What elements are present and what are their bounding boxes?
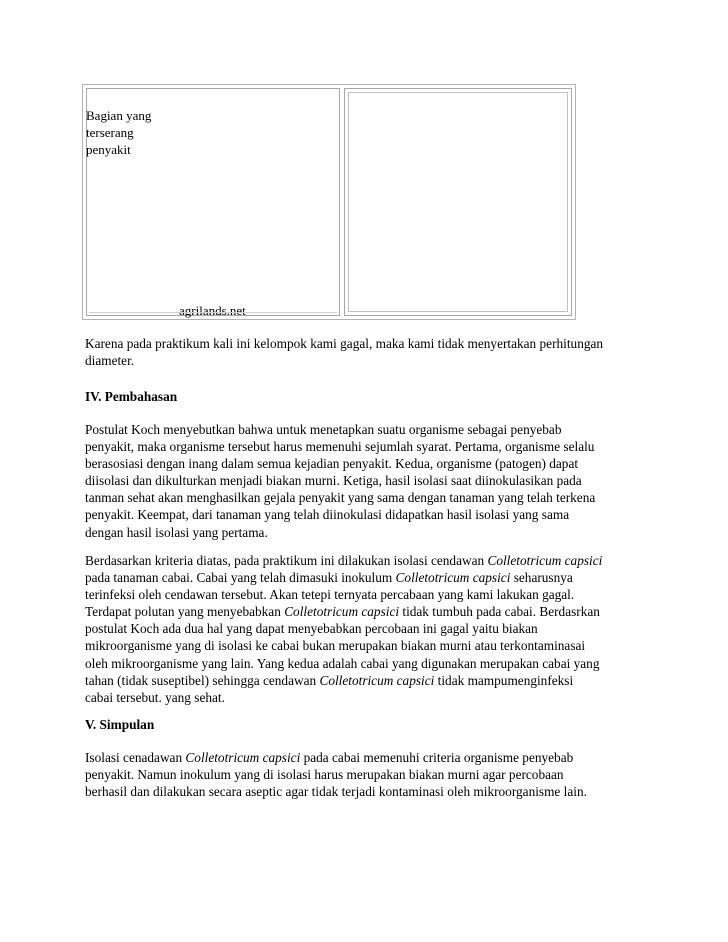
cell-label-line: Bagian yang	[86, 108, 152, 123]
text-run: Berdasarkan kriteria diatas, pada praktikum ini dilakukan isolasi cendawan	[85, 553, 488, 568]
text-run: pada tanaman cabai. Cabai yang telah dimasuki inokulum	[85, 570, 396, 586]
text-line: cabai tersebut. yang sehat.	[85, 689, 225, 705]
text-line: diisolasi dan dikulturkan menjadi biakan murni. Ketiga, hasil isolasi saat diinokulasikan pada	[85, 473, 582, 489]
species-name: Colletotricum capsici	[185, 750, 301, 765]
text-run: pada cabai memenuhi criteria organisme penyebab	[300, 750, 574, 765]
figure-table	[82, 84, 576, 320]
text-run: seharusnya	[510, 570, 573, 586]
figure-cell-right	[344, 88, 572, 316]
species-name: Colletotricum capsici	[284, 604, 400, 620]
text-line: mikroorganisme yang di isolasi ke cabai bukan merupakan biakan murni atau terkontaminasai	[85, 638, 586, 654]
watermark-text: agrilands.net	[179, 303, 246, 318]
text-line: penyakit. Namun inokulum yang di isolasi harus merupakan biakan murni agar percobaan	[85, 767, 564, 783]
cell-label	[86, 107, 186, 158]
text-line: Karena pada praktikum kali ini kelompok kami gagal, maka kami tidak menyertakan perhitungan	[85, 336, 604, 351]
intro-paragraph	[85, 335, 655, 369]
section-v-paragraph	[85, 749, 655, 800]
text-line	[85, 569, 655, 586]
text-line: penyakit, maka organisme tersebut harus memenuhi sejumlah syarat. Pertama, organisme selalu	[85, 439, 595, 455]
text-run: tidak mampumenginfeksi	[434, 672, 574, 688]
text-line: postulat Koch ada dua hal yang dapat menyebabkan percobaan ini gagal yaitu biakan	[85, 621, 538, 637]
figure-cell-left	[86, 88, 340, 316]
image-placeholder	[348, 92, 568, 312]
text-run: tidak tumbuh pada cabai. Berdasrkan	[399, 604, 600, 620]
cell-divider	[89, 312, 337, 313]
species-name: Colletotricum capsici	[319, 672, 435, 688]
text-run: Terdapat polutan yang menyebabkan	[85, 604, 285, 620]
text-line	[85, 603, 655, 620]
species-name: Colletotricum capsici	[395, 570, 511, 586]
text-line: berhasil dan dilakukan secara aseptic agar tidak terjadi kontaminasi oleh mikroorganisme lain.	[85, 784, 587, 800]
text-line	[85, 749, 655, 766]
text-line	[85, 552, 655, 569]
text-line: tanman sehat akan menghasilkan gejala penyakit yang sama dengan tanaman yang telah terkena	[85, 490, 596, 506]
text-line: oleh mikroorganisme yang lain. Yang kedua adalah cabai yang digunakan merupakan cabai yang	[85, 655, 600, 671]
text-run: tahan (tidak suseptibel) sehingga cendawan	[85, 672, 320, 688]
text-line: diameter.	[85, 353, 135, 369]
text-line	[85, 672, 655, 689]
section-v-heading: V. Simpulan	[85, 717, 155, 732]
cell-label-line: penyakit	[86, 142, 131, 157]
text-line: terinfeksi oleh cendawan tersebut. Akan tetepi ternyata percabaan yang kami lakukan gagal.	[85, 587, 575, 603]
text-line: Postulat Koch menyebutkan bahwa untuk menetapkan suatu organisme sebagai penyebab	[85, 422, 562, 437]
cell-label-line: terserang	[86, 125, 134, 140]
section-iv-paragraph-1	[85, 421, 655, 541]
text-line: penyakit. Keempat, dari tanaman yang telah diinokulasi didapatkan hasil isolasi yang sama	[85, 507, 570, 523]
section-iv-heading: IV. Pembahasan	[85, 389, 178, 404]
text-run: Isolasi cenadawan	[85, 750, 186, 765]
species-name: Colletotricum capsici	[487, 553, 603, 568]
text-line: berasosiasi dengan inang dalam semua kejadian penyakit. Kedua, organisme (patogen) dapat	[85, 456, 579, 472]
section-iv-paragraph-2	[85, 552, 655, 706]
text-line: dengan hasil isolasi yang pertama.	[85, 524, 268, 540]
